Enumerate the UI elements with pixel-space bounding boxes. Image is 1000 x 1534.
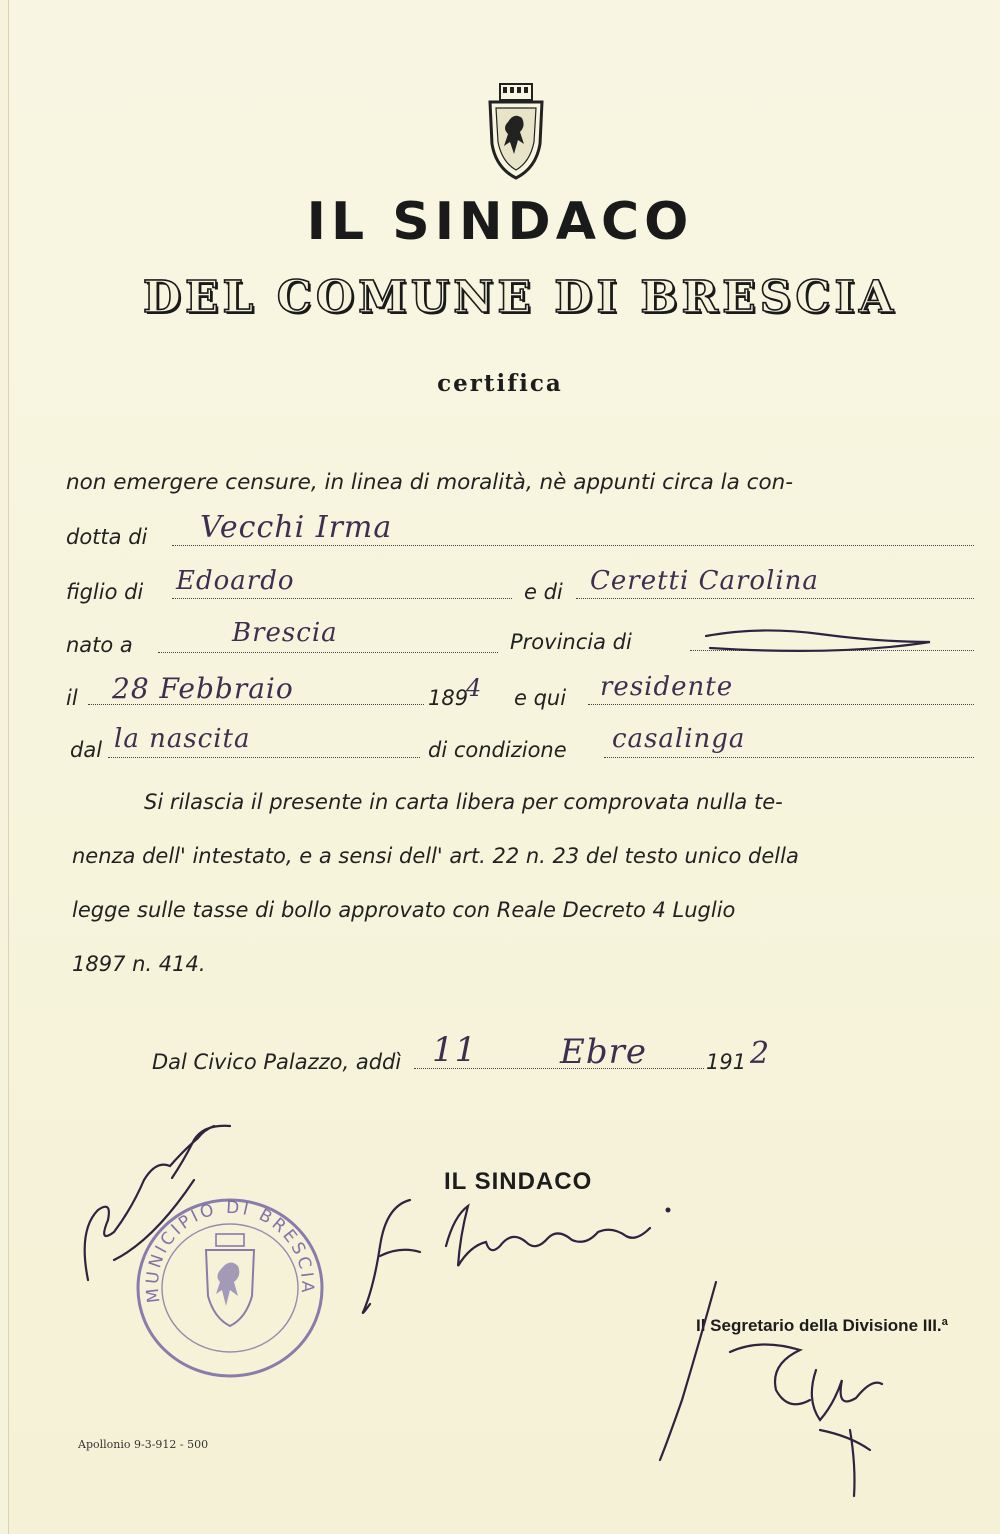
birthdate-handwritten: 28 Febbraio: [112, 672, 294, 705]
birthdate-label: il: [66, 686, 78, 710]
birthplace-dotted-line: [158, 652, 498, 653]
printer-imprint: Apollonio 9-3-912 - 500: [78, 1438, 209, 1451]
mother-dotted-line: [576, 598, 974, 599]
municipality-title: DEL COMUNE DI BRESCIA: [142, 272, 898, 323]
paragraph-line-1: Si rilascia il presente in carta libera per comprovata nulla te-: [144, 790, 783, 814]
birth-year-printed: 189: [428, 686, 469, 710]
province-label: Provincia di: [510, 630, 632, 654]
coat-of-arms-icon: [484, 82, 548, 182]
person-name-handwritten: Vecchi Irma: [200, 510, 393, 545]
municipal-seal: [130, 1192, 330, 1384]
name-dotted-line: [172, 545, 974, 546]
residence-dotted-line: [588, 704, 974, 705]
father-dotted-line: [172, 598, 512, 599]
since-dotted-line: [108, 757, 420, 758]
birthplace-label: nato a: [66, 633, 133, 657]
month-handwritten: Ebre: [560, 1032, 647, 1072]
conduct-label: dotta di: [66, 525, 148, 549]
paragraph-line-4: 1897 n. 414.: [72, 952, 206, 976]
secretary-signature: [620, 1280, 920, 1500]
certifica-heading: certifica: [437, 370, 563, 397]
condition-dotted-line: [604, 757, 974, 758]
body-line-1: non emergere censure, in linea di moralità, nè appunti circa la con-: [66, 470, 793, 495]
since-label: dal: [70, 738, 103, 762]
page-title: IL SINDACO: [306, 192, 694, 252]
province-dash-stroke: [700, 626, 940, 660]
since-handwritten: la nascita: [114, 724, 251, 754]
year-handwritten: 2: [750, 1036, 771, 1071]
father-label: figlio di: [66, 580, 144, 604]
mother-name-handwritten: Ceretti Carolina: [590, 566, 819, 596]
seal-text: MUNICIPIO DI BRESCIA: [142, 1197, 318, 1304]
residence-handwritten: residente: [600, 672, 734, 702]
day-handwritten: 11: [432, 1030, 478, 1070]
year-printed: 191: [706, 1050, 747, 1074]
father-name-handwritten: Edoardo: [176, 566, 295, 596]
birthplace-handwritten: Brescia: [232, 618, 338, 648]
secretary-signature-label: Il Segretario della Divisione III.ª: [696, 1316, 948, 1335]
condition-label: di condizione: [428, 738, 567, 762]
birth-year-handwritten: 4: [466, 674, 483, 702]
mother-label: e di: [524, 580, 563, 604]
place-label: Dal Civico Palazzo, addì: [152, 1050, 402, 1074]
paragraph-line-2: nenza dell' intestato, e a sensi dell' art. 22 n. 23 del testo unico della: [72, 844, 799, 868]
mayor-signature-label: IL SINDACO: [444, 1168, 593, 1195]
residence-label: e qui: [514, 686, 567, 710]
paragraph-line-3: legge sulle tasse di bollo approvato con Reale Decreto 4 Luglio: [72, 898, 736, 922]
condition-handwritten: casalinga: [612, 724, 746, 754]
